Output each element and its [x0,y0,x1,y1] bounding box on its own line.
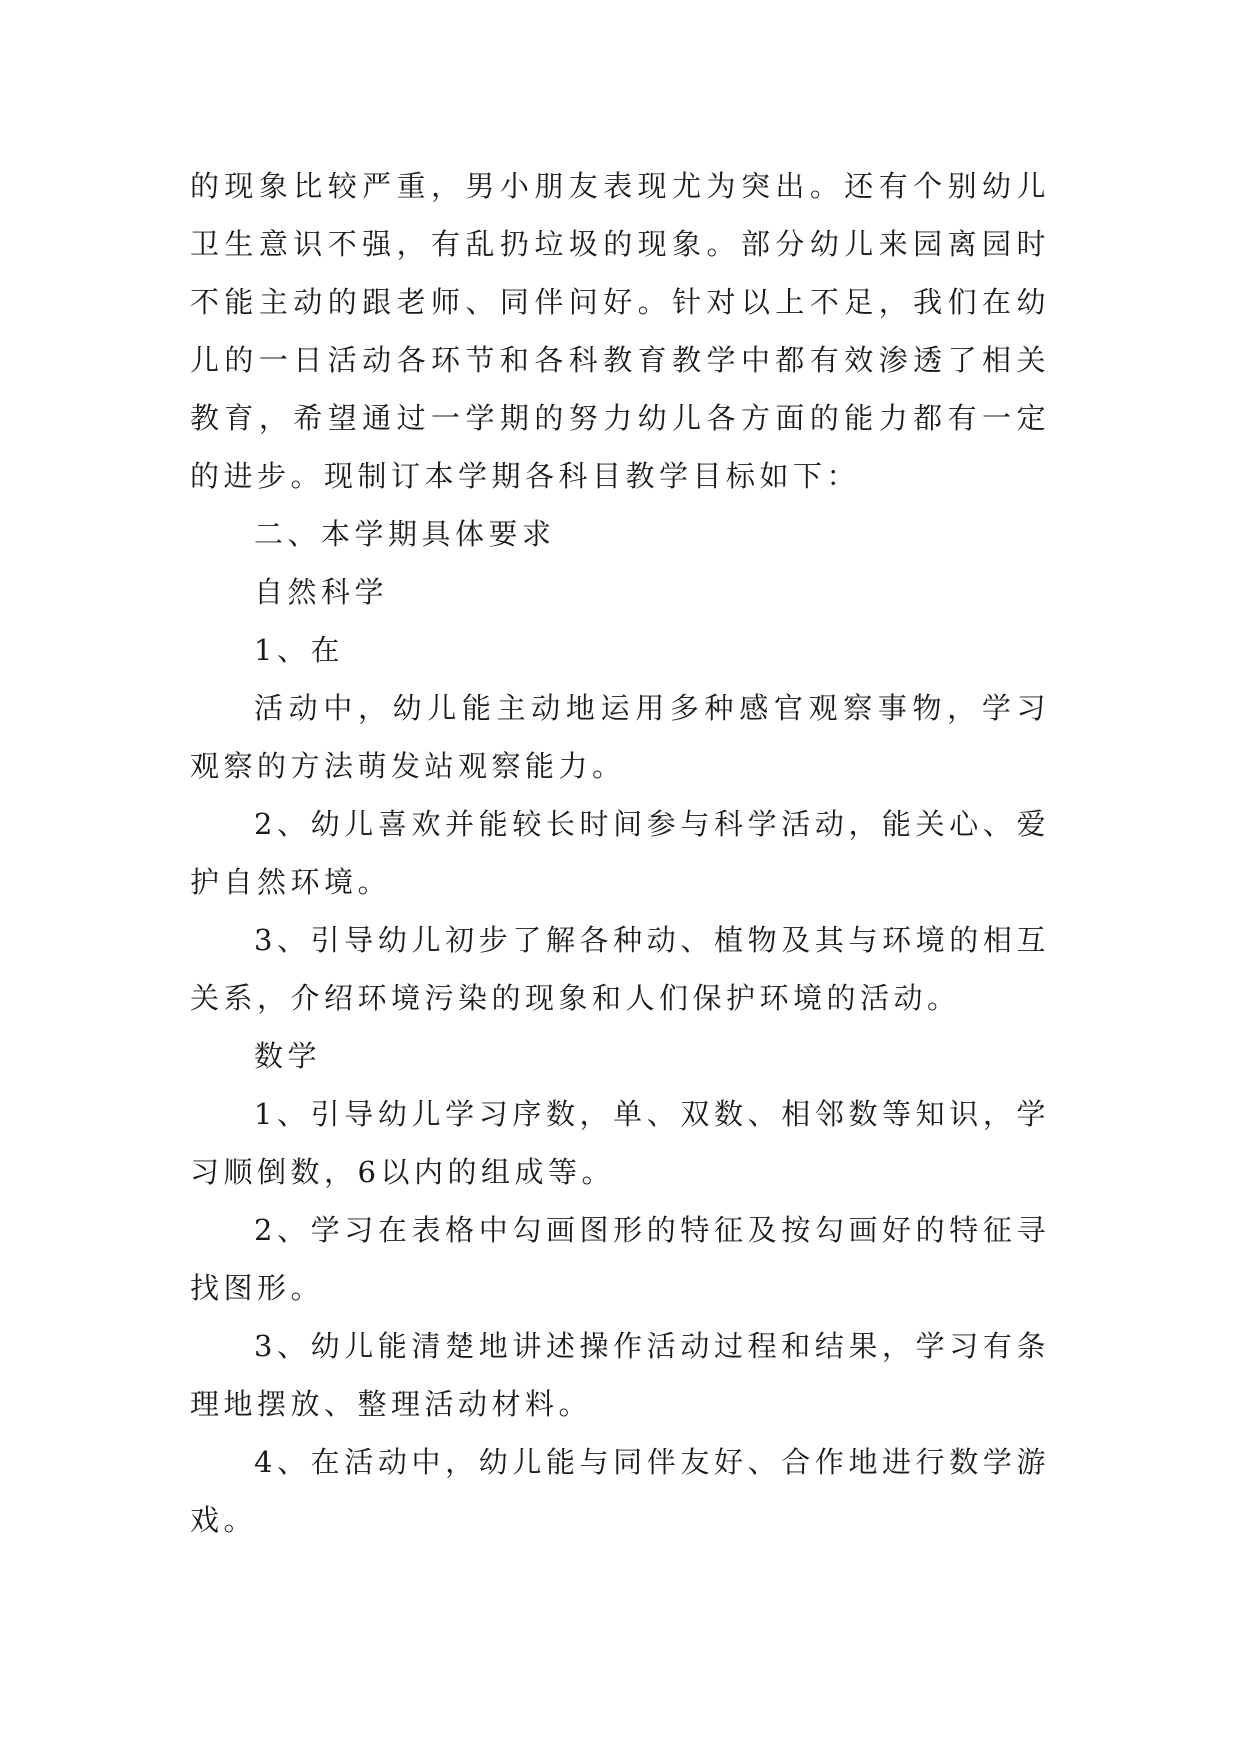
math-item-1: 1、引导幼儿学习序数，单、双数、相邻数等知识，学习顺倒数，6以内的组成等。 [190,1097,1050,1189]
section-heading: 二、本学期具体要求 [254,517,556,551]
intro-paragraph: 的现象比较严重，男小朋友表现尤为突出。还有个别幼儿卫生意识不强，有乱扔垃圾的现象。部分幼儿来园离园时不能主动的跟老师、同伴问好。针对以上不足，我们在幼儿的一日活动各环节和各科教育教学中都有效渗透了相关教育，希望通过一学期的努力幼儿各方面的能力都有一定的进步。现制订本学期各科目教学目标如下： [190,169,1050,493]
science-item-2: 2、幼儿喜欢并能较长时间参与科学活动，能关心、爱护自然环境。 [190,807,1050,899]
math-item-2: 2、学习在表格中勾画图形的特征及按勾画好的特征寻找图形。 [190,1213,1050,1305]
subject-heading-math: 数学 [254,1039,322,1073]
science-item-1-body: 活动中，幼儿能主动地运用多种感官观察事物，学习观察的方法萌发站观察能力。 [190,691,1050,783]
document-body [190,157,1050,1549]
math-item-4: 4、在活动中，幼儿能与同伴友好、合作地进行数学游戏。 [190,1445,1050,1537]
math-item-3: 3、幼儿能清楚地讲述操作活动过程和结果，学习有条理地摆放、整理活动材料。 [190,1329,1050,1421]
subject-heading-science: 自然科学 [254,575,389,609]
science-item-1-start: 1、在 [254,633,344,667]
science-item-3: 3、引导幼儿初步了解各种动、植物及其与环境的相互关系，介绍环境污染的现象和人们保护环境的活动。 [190,923,1050,1015]
